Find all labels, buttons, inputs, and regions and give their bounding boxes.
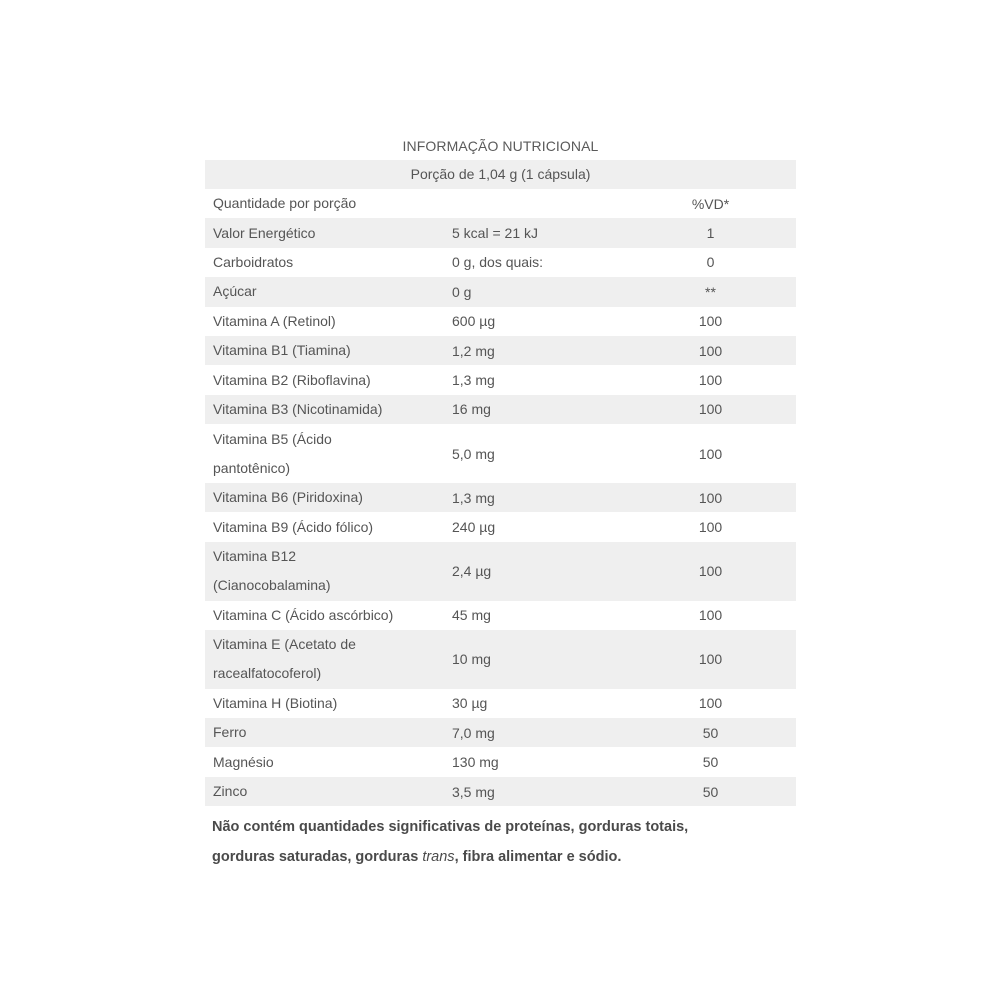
nutrient-name-line: (Cianocobalamina): [213, 577, 331, 594]
nutrient-amount: 240 µg: [447, 512, 617, 541]
nutrient-amount: 16 mg: [447, 395, 617, 424]
nutrient-vd: 100: [617, 307, 796, 336]
footnote: [205, 812, 796, 872]
table-row: [205, 365, 796, 394]
footnote-text: , fibra alimentar e sódio.: [454, 849, 622, 866]
nutrition-facts-panel: [205, 132, 796, 872]
nutrient-amount: 1,3 mg: [447, 365, 617, 394]
nutrient-amount: 0 g, dos quais:: [447, 248, 617, 277]
table-row: [205, 718, 796, 747]
vd-header: %VD*: [617, 189, 796, 218]
nutrient-name-line: Vitamina B12: [213, 548, 297, 565]
portion-size: Porção de 1,04 g (1 cápsula): [205, 160, 796, 189]
nutrient-amount: 5 kcal = 21 kJ: [447, 218, 617, 247]
nutrient-name: Valor Energético: [205, 218, 447, 247]
quantity-header: Quantidade por porção: [205, 189, 447, 218]
table-row: [205, 218, 796, 247]
footnote-line: Não contém quantidades significativas de proteínas, gorduras totais,: [212, 819, 689, 836]
nutrient-vd: **: [617, 277, 796, 306]
nutrient-vd: 0: [617, 248, 796, 277]
table-row: [205, 395, 796, 424]
nutrient-name: Carboidratos: [205, 248, 447, 277]
footnote-italic-text: trans: [422, 849, 455, 866]
nutrient-vd: 100: [617, 601, 796, 630]
table-header-row: [205, 189, 796, 218]
table-row: [205, 248, 796, 277]
nutrient-name-line: pantotênico): [213, 459, 291, 476]
nutrient-name: Vitamina B9 (Ácido fólico): [205, 512, 447, 541]
footnote-line: [212, 842, 796, 872]
nutrient-amount: 130 mg: [447, 747, 617, 776]
nutrient-amount: 1,3 mg: [447, 483, 617, 512]
nutrient-name: Vitamina B2 (Riboflavina): [205, 365, 447, 394]
nutrient-vd: 50: [617, 718, 796, 747]
nutrient-name: [205, 424, 447, 483]
nutrient-amount: 10 mg: [447, 630, 617, 689]
nutrient-name: Zinco: [205, 777, 447, 806]
nutrient-name: Vitamina B3 (Nicotinamida): [205, 395, 447, 424]
nutrient-name: Magnésio: [205, 747, 447, 776]
nutrient-vd: 50: [617, 747, 796, 776]
table-row: [205, 424, 796, 483]
nutrient-vd: 100: [617, 365, 796, 394]
nutrient-vd: 100: [617, 512, 796, 541]
nutrient-amount: 0 g: [447, 277, 617, 306]
nutrient-name: Vitamina B1 (Tiamina): [205, 336, 447, 365]
nutrient-amount: 1,2 mg: [447, 336, 617, 365]
nutrient-name: Vitamina C (Ácido ascórbico): [205, 601, 447, 630]
nutrient-vd: 50: [617, 777, 796, 806]
nutrient-amount: 5,0 mg: [447, 424, 617, 483]
nutrient-name: Vitamina B6 (Piridoxina): [205, 483, 447, 512]
nutrient-amount: 2,4 µg: [447, 542, 617, 601]
nutrition-table: [205, 189, 796, 806]
nutrient-name: Açúcar: [205, 277, 447, 306]
table-row: [205, 542, 796, 601]
nutrient-vd: 100: [617, 395, 796, 424]
nutrient-name: Ferro: [205, 718, 447, 747]
table-row: [205, 777, 796, 806]
nutrient-amount: 3,5 mg: [447, 777, 617, 806]
nutrient-amount: 7,0 mg: [447, 718, 617, 747]
nutrient-name: Vitamina H (Biotina): [205, 689, 447, 718]
table-row: [205, 336, 796, 365]
nutrient-vd: 100: [617, 542, 796, 601]
nutrient-vd: 100: [617, 483, 796, 512]
table-row: [205, 689, 796, 718]
nutrient-vd: 100: [617, 424, 796, 483]
nutrient-amount: 30 µg: [447, 689, 617, 718]
table-row: [205, 307, 796, 336]
nutrient-vd: 100: [617, 630, 796, 689]
nutrient-name: Vitamina A (Retinol): [205, 307, 447, 336]
nutrition-title: INFORMAÇÃO NUTRICIONAL: [402, 138, 599, 154]
table-row: [205, 512, 796, 541]
nutrient-amount: 600 µg: [447, 307, 617, 336]
table-row: [205, 601, 796, 630]
nutrient-name: [205, 630, 447, 689]
table-row: [205, 277, 796, 306]
nutrient-vd: 100: [617, 689, 796, 718]
table-row: [205, 747, 796, 776]
nutrient-name-line: racealfatocoferol): [213, 665, 322, 682]
nutrient-name-line: Vitamina B5 (Ácido: [213, 430, 332, 447]
nutrient-name: [205, 542, 447, 601]
nutrient-name-line: Vitamina E (Acetato de: [213, 636, 356, 653]
table-row: [205, 483, 796, 512]
nutrient-vd: 100: [617, 336, 796, 365]
nutrient-amount: 45 mg: [447, 601, 617, 630]
amount-header: [447, 189, 617, 218]
table-row: [205, 630, 796, 689]
footnote-text: gorduras saturadas, gorduras: [212, 849, 423, 866]
nutrient-vd: 1: [617, 218, 796, 247]
